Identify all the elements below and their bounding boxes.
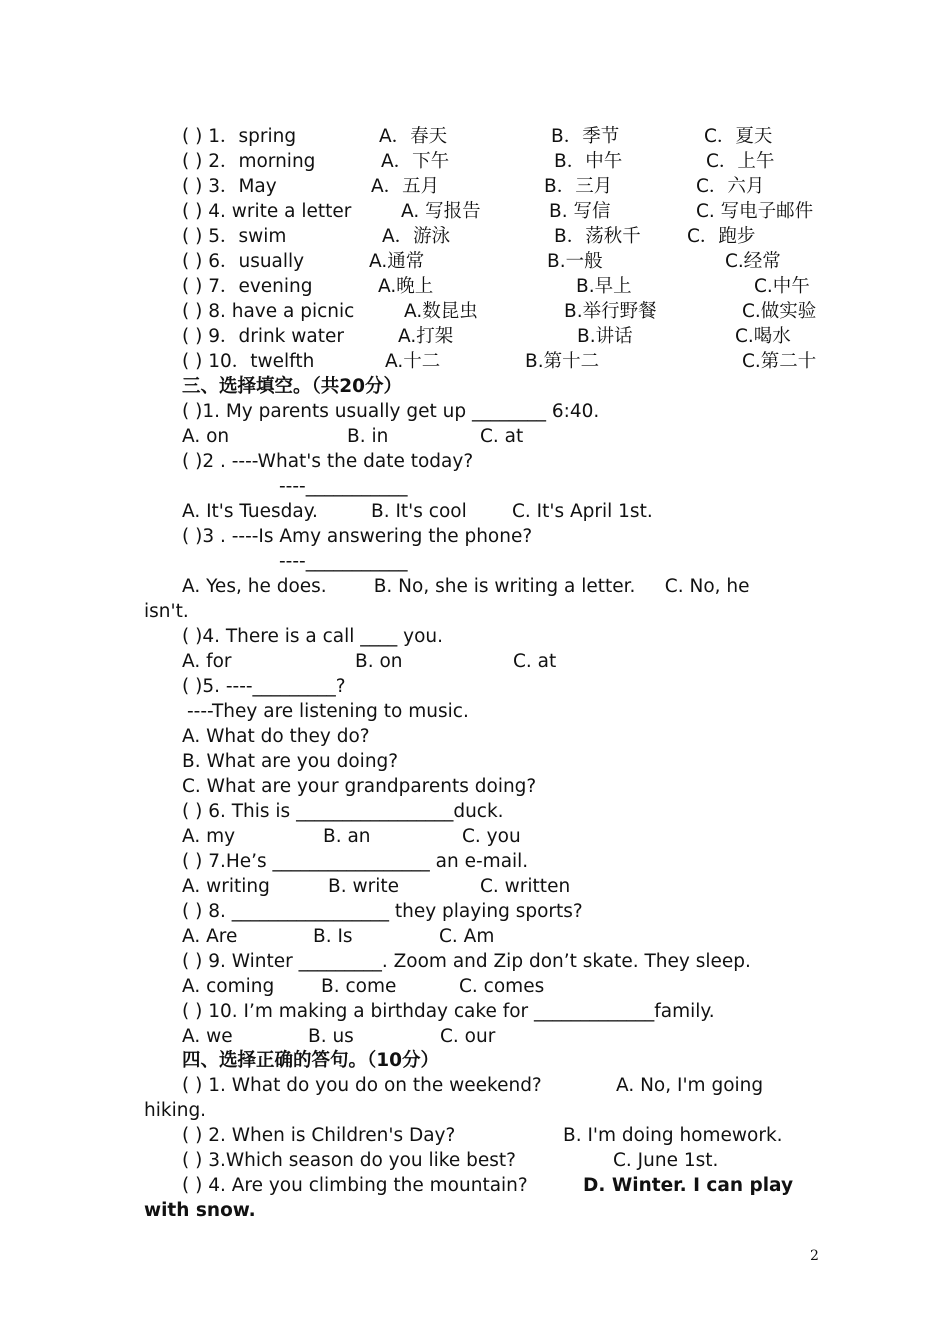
option-c: C. written bbox=[480, 876, 571, 897]
option-c: C. our bbox=[440, 1026, 496, 1047]
vocab-option-a: A.晚上 bbox=[378, 276, 434, 297]
page-number: 2 bbox=[810, 1248, 819, 1264]
vocab-question: ( ) 4. write a letter bbox=[182, 201, 352, 222]
s3-option-5c: C. What are your grandparents doing? bbox=[182, 776, 537, 797]
s4-answer: A. No, I'm going bbox=[616, 1075, 764, 1096]
option-b: B. It's cool bbox=[371, 501, 467, 522]
vocab-option-b: B．季节 bbox=[551, 126, 620, 147]
option-a: A. on bbox=[182, 426, 230, 447]
s3-question-6: ( ) 6. This is _________________duck. bbox=[182, 801, 504, 822]
s4-question: ( ) 2. When is Children's Day? bbox=[182, 1125, 456, 1146]
option-c: C. Am bbox=[439, 926, 495, 947]
option-b: B. on bbox=[355, 651, 403, 672]
s3-option-5a: A. What do they do? bbox=[182, 726, 370, 747]
s3-question-5: ( )5. ----_________? bbox=[182, 676, 346, 697]
vocab-question: ( ) 6．usually bbox=[182, 251, 305, 272]
option-b: B. write bbox=[328, 876, 399, 897]
vocab-option-a: A.十二 bbox=[385, 351, 441, 372]
vocab-option-c: C．夏天 bbox=[704, 126, 773, 147]
vocab-question: ( ) 9．drink water bbox=[182, 326, 344, 347]
s3-question-1: ( )1. My parents usually get up ________ 6:40. bbox=[182, 401, 600, 422]
vocab-question: ( ) 3．May bbox=[182, 176, 277, 197]
vocab-option-a: A．五月 bbox=[371, 176, 440, 197]
option-c: C. at bbox=[480, 426, 524, 447]
vocab-option-c: C．六月 bbox=[696, 176, 765, 197]
vocab-option-c: C.做实验 bbox=[742, 301, 817, 322]
section4-heading: 四、选择正确的答句。（10分） bbox=[182, 1050, 439, 1071]
option-a: A. for bbox=[182, 651, 232, 672]
vocab-option-c: C．上午 bbox=[706, 151, 775, 172]
option-a: A. Are bbox=[182, 926, 238, 947]
option-c: C. you bbox=[462, 826, 521, 847]
s3-answer-line-3: ----___________ bbox=[279, 551, 408, 572]
vocab-option-c: C．跑步 bbox=[687, 226, 756, 247]
s3-question-2: ( )2 . ----What's the date today? bbox=[182, 451, 474, 472]
s4-question: ( ) 4. Are you climbing the mountain? bbox=[182, 1175, 528, 1196]
vocab-option-a: A.打架 bbox=[398, 326, 454, 347]
option-a: A. It's Tuesday. bbox=[182, 501, 318, 522]
vocab-option-b: B．荡秋千 bbox=[554, 226, 641, 247]
option-a: A. my bbox=[182, 826, 236, 847]
vocab-option-a: A．下午 bbox=[381, 151, 450, 172]
vocab-option-a: A．春天 bbox=[379, 126, 448, 147]
s3-question-8: ( ) 8. _________________ they playing sports? bbox=[182, 901, 583, 922]
vocab-question: ( ) 8. have a picnic bbox=[182, 301, 355, 322]
vocab-option-b: B.讲话 bbox=[577, 326, 633, 347]
s4-row-1-cont: hiking. bbox=[144, 1100, 207, 1121]
option-b: B. come bbox=[321, 976, 397, 997]
vocab-option-b: B.一般 bbox=[547, 251, 603, 272]
vocab-option-b: B.早上 bbox=[576, 276, 632, 297]
section3-heading: 三、选择填空。（共20分） bbox=[182, 376, 402, 397]
vocab-option-b: B.第十二 bbox=[525, 351, 600, 372]
option-b: B. us bbox=[308, 1026, 354, 1047]
s3-question-9: ( ) 9. Winter _________. Zoom and Zip don’t skate. They sleep. bbox=[182, 951, 751, 972]
option-c: C. at bbox=[513, 651, 557, 672]
vocab-question: ( ) 5．swim bbox=[182, 226, 287, 247]
vocab-option-c: C.中午 bbox=[754, 276, 810, 297]
vocab-option-c: C. 写电子邮件 bbox=[696, 201, 814, 222]
s4-answer: C. June 1st. bbox=[613, 1150, 719, 1171]
s3-question-3: ( )3 . ----Is Amy answering the phone? bbox=[182, 526, 533, 547]
vocab-option-c: C.经常 bbox=[725, 251, 781, 272]
vocab-option-a: A.通常 bbox=[369, 251, 425, 272]
option-a: A. writing bbox=[182, 876, 270, 897]
vocab-option-a: A．游泳 bbox=[382, 226, 451, 247]
option-a: A. coming bbox=[182, 976, 275, 997]
s4-row-4-cont: with snow. bbox=[144, 1200, 256, 1221]
vocab-question: ( ) 7．evening bbox=[182, 276, 313, 297]
option-c: C. comes bbox=[459, 976, 545, 997]
s4-question: ( ) 1. What do you do on the weekend? bbox=[182, 1075, 542, 1096]
option-c: C. It's April 1st. bbox=[512, 501, 653, 522]
option-b: B. Is bbox=[313, 926, 353, 947]
vocab-question: ( ) 1．spring bbox=[182, 126, 297, 147]
s3-options-3: A. Yes, he does. B. No, she is writing a letter. C. No, he bbox=[182, 576, 750, 597]
s4-question: ( ) 3.Which season do you like best? bbox=[182, 1150, 516, 1171]
vocab-question: ( ) 10．twelfth bbox=[182, 351, 315, 372]
s4-answer: D. Winter. I can play bbox=[583, 1175, 794, 1196]
s3-question-4: ( )4. There is a call ____ you. bbox=[182, 626, 444, 647]
vocab-option-a: A.数昆虫 bbox=[404, 301, 478, 322]
vocab-option-a: A. 写报告 bbox=[401, 201, 481, 222]
s3-options-3-cont: isn't. bbox=[144, 601, 189, 622]
s3-question-7: ( ) 7.He’s _________________ an e-mail. bbox=[182, 851, 529, 872]
s3-answer-line-2: ----___________ bbox=[279, 476, 408, 497]
s4-answer: B. I'm doing homework. bbox=[563, 1125, 783, 1146]
s3-question-10: ( ) 10. I’m making a birthday cake for _____________family. bbox=[182, 1001, 715, 1022]
s3-option-5b: B. What are you doing? bbox=[182, 751, 399, 772]
vocab-question: ( ) 2．morning bbox=[182, 151, 316, 172]
vocab-option-b: B．三月 bbox=[544, 176, 613, 197]
option-b: B. in bbox=[347, 426, 389, 447]
vocab-option-c: C.喝水 bbox=[735, 326, 791, 347]
option-a: A. we bbox=[182, 1026, 233, 1047]
vocab-option-b: B．中午 bbox=[554, 151, 623, 172]
option-b: B. an bbox=[323, 826, 371, 847]
vocab-option-c: C.第二十 bbox=[742, 351, 817, 372]
vocab-option-b: B.举行野餐 bbox=[564, 301, 657, 322]
vocab-option-b: B. 写信 bbox=[549, 201, 611, 222]
s3-reply-5: ----They are listening to music. bbox=[187, 701, 469, 722]
